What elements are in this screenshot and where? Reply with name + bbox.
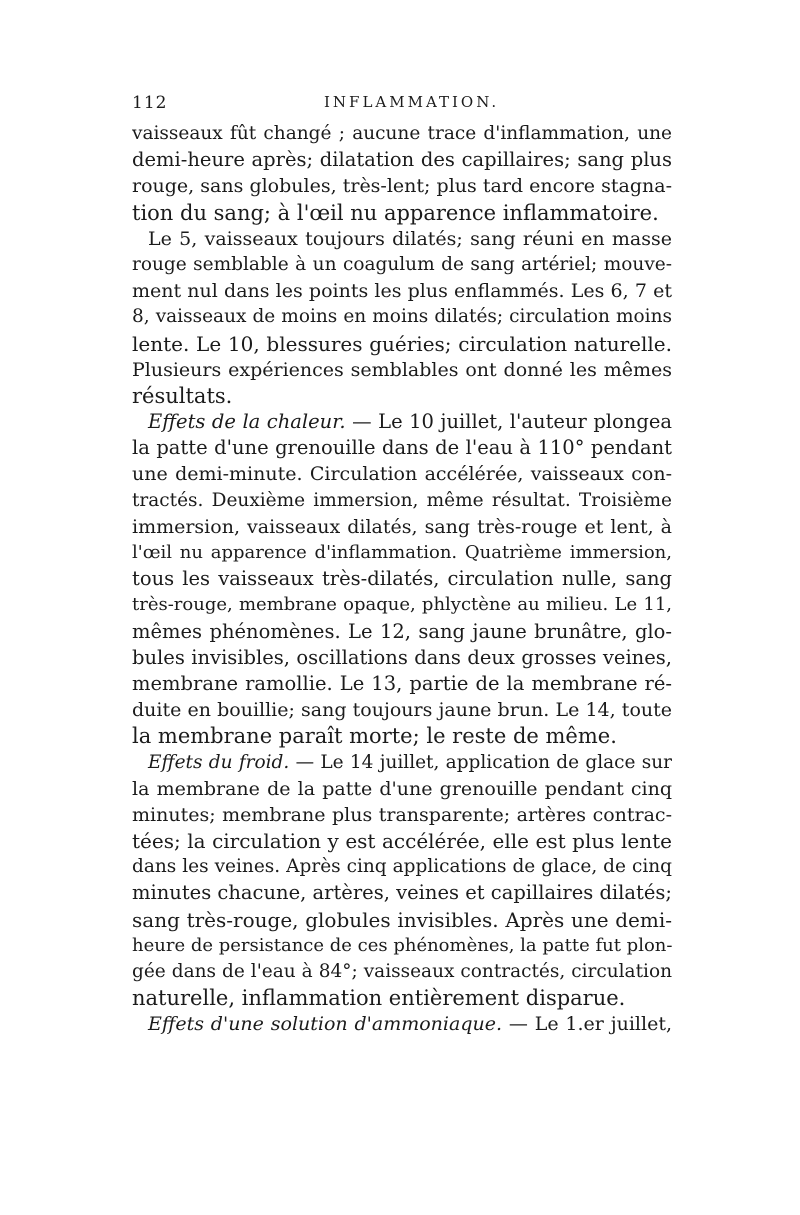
text-line: duite en bouillie; sang toujours jaune brun. Le 14, toute (132, 699, 672, 722)
text-line: une demi-minute. Circulation accélérée, vaisseaux con- (132, 463, 672, 486)
text-line: membrane ramollie. Le 13, partie de la membrane ré- (132, 671, 672, 695)
page-number: 112 (132, 93, 168, 113)
text-line: bules invisibles, oscillations dans deux grosses veines, (132, 645, 672, 669)
text-line: Plusieurs expériences semblables ont donné les mêmes (132, 358, 672, 381)
body-text (132, 121, 672, 1038)
text-line: lente. Le 10, blessures guéries; circulation naturelle. (132, 331, 672, 356)
text-line: tractés. Deuxième immersion, même résultat. Troisième (132, 489, 672, 511)
text-line: naturelle, inflammation entièrement disparue. (132, 986, 626, 1011)
text-line: minutes; membrane plus transparente; artères contrac- (132, 803, 672, 826)
text-line: tion du sang; à l'œil nu apparence inflammatoire. (132, 200, 659, 225)
section-heading-line: Effets d'une solution d'ammoniaque. — Le 1.er juillet, (148, 1013, 672, 1036)
text-line: la membrane paraît morte; le reste de même. (132, 724, 617, 749)
text-line: dans les veines. Après cinq applications de glace, de cinq (132, 856, 672, 878)
text-line: ment nul dans les points les plus enflammés. Les 6, 7 et (132, 280, 672, 303)
text-line: sang très-rouge, globules invisibles. Après une demi- (132, 907, 672, 932)
section-heading-line: Effets de la chaleur. — Le 10 juillet, l'auteur plongea (148, 410, 672, 434)
text-line: demi-heure après; dilatation des capillaires; sang plus (132, 148, 672, 172)
section-title: Effets du froid. (148, 751, 290, 773)
text-line: mêmes phénomènes. Le 12, sang jaune brunâtre, glo- (132, 619, 672, 643)
text-line: rouge semblable à un coagulum de sang artériel; mouve- (132, 253, 672, 275)
text-line: Le 5, vaisseaux toujours dilatés; sang réuni en masse (148, 227, 672, 250)
text-line: l'œil nu apparence d'inflammation. Quatrième immersion, (132, 542, 672, 563)
running-title: INFLAMMATION. (324, 93, 500, 111)
section-heading-line: Effets du froid. — Le 14 juillet, application de glace sur (148, 751, 672, 773)
text-line: 8, vaisseaux de moins en moins dilatés; circulation moins (132, 306, 672, 328)
running-header (132, 93, 672, 115)
text-line: la patte d'une grenouille dans de l'eau à 110° pendant (132, 436, 672, 460)
text-line: résultats. (132, 383, 233, 408)
text-line: vaisseaux fût changé ; aucune trace d'inflammation, une (132, 123, 672, 144)
text-line: très-rouge, membrane opaque, phlyctène au milieu. Le 11, (132, 594, 672, 616)
text-line: la membrane de la patte d'une grenouille pendant cinq (132, 777, 672, 800)
text-line: gée dans de l'eau à 84°; vaisseaux contractés, circulation (132, 961, 672, 982)
section-title: Effets d'une solution d'ammoniaque. (148, 1013, 503, 1036)
text-line: tées; la circulation y est accélérée, elle est plus lente (132, 829, 672, 854)
text-line: tous les vaisseaux très-dilatés, circulation nulle, sang (132, 567, 672, 591)
text-line: rouge, sans globules, très-lent; plus tard encore stagna- (132, 175, 672, 198)
text-line: minutes chacune, artères, veines et capillaires dilatés; (132, 881, 672, 905)
text-line: heure de persistance de ces phénomènes, la patte fut plon- (132, 934, 672, 956)
text-line: immersion, vaisseaux dilatés, sang très-rouge et lent, à (132, 515, 672, 538)
section-title: Effets de la chaleur. (148, 410, 346, 434)
